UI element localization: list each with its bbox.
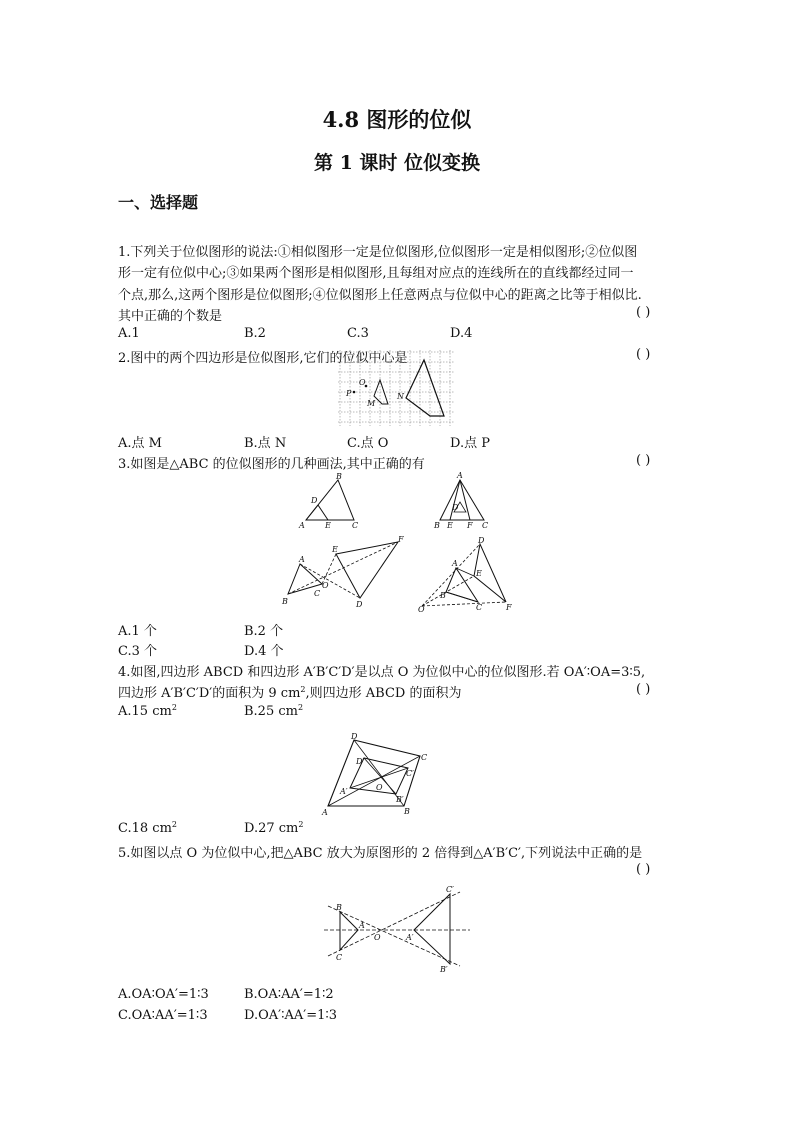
q4-option-d: D.27 $cm^2$ [244,820,304,836]
q5-option-c: C.OA∶AA′=1∶3 [118,1008,208,1023]
q3-option-b: B.2 个 [244,624,284,639]
svg-text:B: B [404,807,410,816]
svg-text:O: O [374,933,381,942]
section-heading: 一、选择题 [118,193,199,212]
svg-text:C: C [476,603,483,612]
q3-option-c: C.3 个 [118,644,158,659]
q1-line-1: 1.下列关于位似图形的说法:①相似图形一定是位似图形,位似图形一定是相似图形;②位似图 [118,245,638,260]
svg-text:A′: A′ [340,787,348,796]
svg-text:B: B [440,591,446,600]
page-title: 4.8 图形的位似 [322,107,472,132]
q5-answer-blank: ( ) [636,862,651,877]
q2-option-b: B.点 N [244,436,287,451]
q5-option-d: D.OA′∶AA′=1∶3 [244,1008,338,1023]
q5-stem: 5.如图以点 O 为位似中心,把△ABC 放大为原图形的 2 倍得到△A′B′C′,下列说法中正确的是 [118,846,643,861]
svg-text:C′: C′ [406,769,414,778]
svg-text:B′: B′ [440,965,448,974]
q3-drawing-3 [280,536,410,608]
svg-text:O: O [418,605,425,612]
svg-text:A: A [299,521,305,530]
q5-figure [318,884,478,974]
large-quadrilateral [406,360,444,416]
q4-option-a: A.15 $cm^2$ [118,703,177,719]
q1-option-b: B.2 [244,326,266,341]
svg-text:B: B [336,472,342,481]
q1-option-a: A.1 [118,326,140,341]
q1-option-d: D.4 [450,326,473,341]
q5-option-a: A.OA∶OA′=1∶3 [118,987,209,1002]
q4-stem-line-2: 四边形 A′B′C′D′的面积为 9 $cm^2$,则四边形 ABCD 的面积为 [118,685,462,701]
svg-text:C: C [421,753,428,762]
q1-answer-blank: ( ) [636,305,651,320]
q1-option-c: C.3 [347,326,369,341]
q4-figure [320,732,430,822]
q4-stem-line-1: 4.如图,四边形 ABCD 和四边形 A′B′C′D′是以点 O 为位似中心的位似图形.若 OA′∶OA=3∶5, [118,665,646,680]
q3-answer-blank: ( ) [636,453,651,468]
q2-answer-blank: ( ) [636,347,651,362]
q3-drawing-4 [418,536,518,612]
label-p: P [346,389,352,398]
q3-drawing-1 [296,472,366,532]
svg-text:A: A [457,472,463,480]
svg-text:D: D [452,503,459,512]
svg-text:C′: C′ [446,885,454,894]
svg-text:F: F [398,536,404,544]
svg-text:D: D [311,496,318,505]
svg-text:O: O [322,581,329,590]
svg-text:D: D [351,732,358,741]
label-n: N [397,392,404,401]
svg-text:D: D [356,600,363,608]
svg-text:A: A [299,555,305,564]
svg-text:B: B [336,903,342,912]
svg-text:C: C [352,521,359,530]
svg-text:E: E [332,545,338,554]
svg-text:E: E [447,521,453,530]
svg-text:A: A [322,808,328,817]
label-o: O [359,378,366,387]
q3-drawing-2 [430,472,498,532]
triangle-abc [340,912,358,950]
label-m: M [367,399,376,408]
q1-line-2: 形一定有位似中心;③如果两个图形是相似图形,且每组对应点的连线所在的直线都经过同一 [118,266,634,281]
q2-grid-figure [336,348,460,428]
svg-text:B′: B′ [396,795,404,804]
svg-text:F: F [467,521,473,530]
grid-lines [338,350,454,426]
svg-text:A: A [452,559,458,568]
svg-text:F: F [506,603,512,612]
q3-option-a: A.1 个 [118,624,157,639]
q1-line-3: 个点,那么,这两个图形是位似图形;④位似图形上任意两点与位似中心的距离之比等于相似比. [118,288,642,303]
q5-option-b: B.OA∶AA′=1∶2 [244,987,334,1002]
svg-text:E: E [476,569,482,578]
q3-option-d: D.4 个 [244,644,284,659]
q2-option-a: A.点 M [118,436,162,451]
svg-text:A: A [359,921,365,930]
svg-text:D′: D′ [356,757,365,766]
svg-text:A′: A′ [406,933,414,942]
svg-text:C: C [336,953,343,962]
svg-text:B: B [282,597,288,606]
q3-stem: 3.如图是△ABC 的位似图形的几种画法,其中正确的有 [118,457,425,472]
q4-option-b: B.25 $cm^2$ [244,703,304,719]
svg-text:C: C [314,589,321,598]
svg-text:E: E [325,521,331,530]
q2-option-d: D.点 P [450,436,490,451]
svg-text:B: B [434,521,440,530]
svg-text:D: D [478,536,485,545]
q4-answer-blank: ( ) [636,682,651,697]
lesson-subtitle: 第 1 课时 位似变换 [313,152,481,174]
q4-option-c: C.18 $cm^2$ [118,820,177,836]
q2-option-c: C.点 O [347,436,389,451]
q2-stem: 2.图中的两个四边形是位似图形,它们的位似中心是 [118,351,408,366]
q1-line-4: 其中正确的个数是 [118,309,223,324]
svg-text:O: O [376,783,383,792]
svg-text:C: C [482,521,489,530]
